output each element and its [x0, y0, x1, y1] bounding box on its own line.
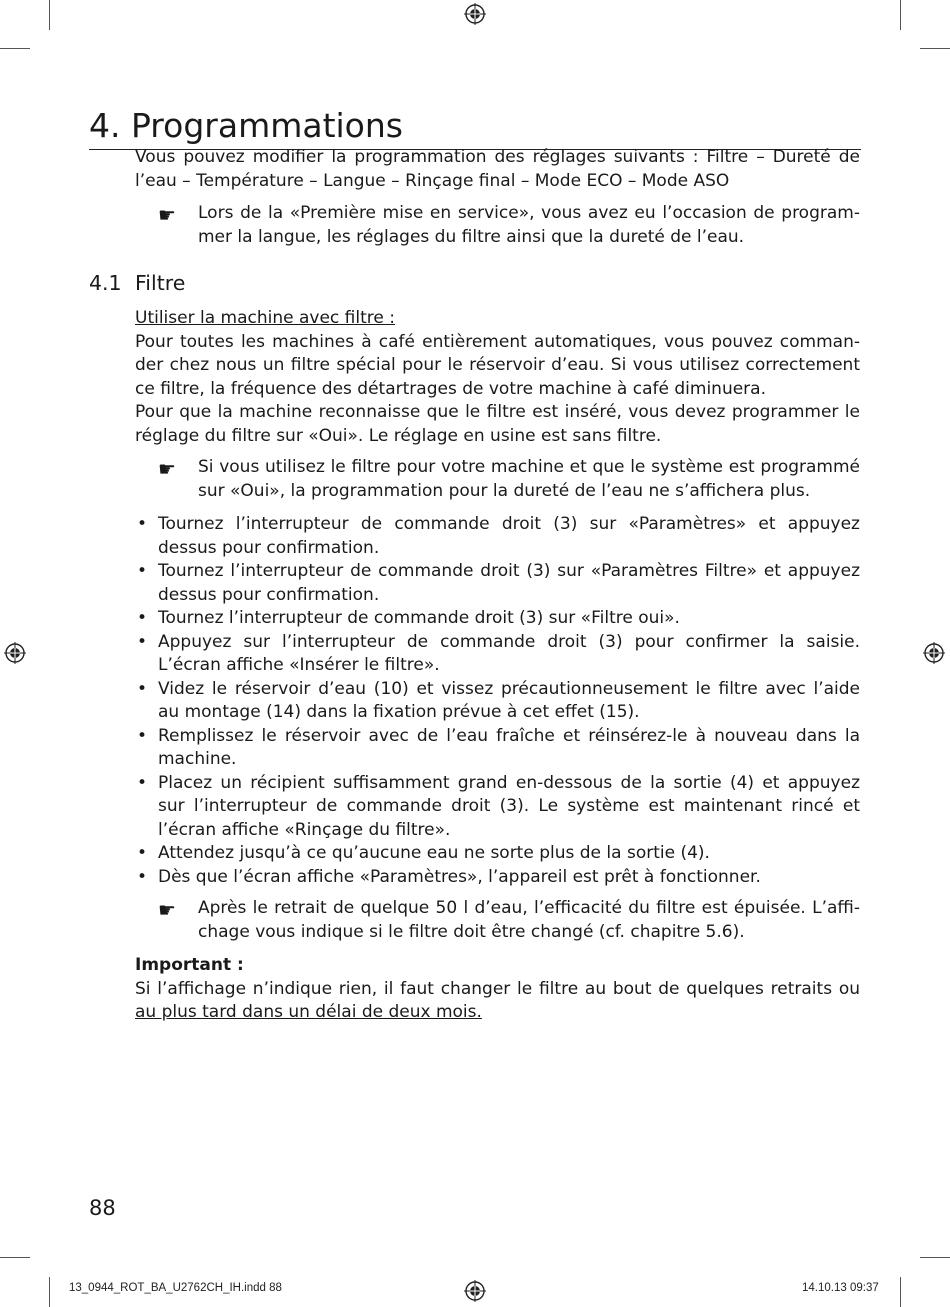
registration-mark-icon: [464, 3, 486, 25]
slug-date: 14.10.13 09:37: [802, 1282, 879, 1294]
chapter-title: 4. Programmations: [89, 105, 861, 150]
important-label: Important :: [135, 955, 244, 975]
crop-mark-top-left-v: [49, 0, 50, 30]
list-item: • Attendez jusqu’à ce qu’aucune eau ne sorte plus de la sortie (4).: [135, 842, 860, 866]
slug-file: 13_0944_ROT_BA_U2762CH_IH.indd 88: [69, 1282, 282, 1294]
important-body: Si l’affichage n’indique rien, il faut changer le filtre au bout de quelques retraits ou: [135, 978, 860, 999]
important-block: [135, 954, 860, 1025]
crop-mark-top-right-h: [920, 48, 950, 49]
section-subheading: Utiliser la machine avec filtre :: [135, 308, 395, 328]
pointing-hand-icon: ☛: [158, 203, 176, 227]
section-paragraph-2: Pour que la machine reconnaisse que le filtre est inséré, vous devez programmer le réglage du filtre sur «Oui». Le réglage en usine est sans filtre.: [135, 402, 860, 446]
important-text: [135, 978, 860, 1025]
list-item: • Tournez l’interrupteur de commande droit (3) sur «Filtre oui».: [135, 607, 860, 631]
intro-note-text: Lors de la «Première mise en service», vous avez eu l’occasion de programmer la langue, les réglages du filtre ainsi que la dureté de l’eau.: [198, 203, 860, 247]
filter-note-2: [158, 897, 860, 944]
pointing-hand-icon: ☛: [158, 898, 176, 922]
registration-mark-icon: [4, 642, 26, 664]
list-item: • Placez un récipient suffisamment grand en-dessous de la sortie (4) et appuyez sur l’interrupteur de commande droit (3). Le système est maintenant rincé et l’écran affiche «Rinçage du filtre».: [135, 772, 860, 843]
section-heading: [89, 270, 185, 296]
list-item: • Tournez l’interrupteur de commande droit (3) sur «Paramètres» et appuyez dessus pour confirmation.: [135, 513, 860, 560]
page-number: 88: [89, 1196, 116, 1220]
steps-list: [135, 513, 860, 889]
section-intro: [135, 307, 860, 448]
list-item: • Remplissez le réservoir avec de l’eau fraîche et réinsérez-le à nouveau dans la machine.: [135, 725, 860, 772]
list-item: • Appuyez sur l’interrupteur de commande droit (3) pour confirmer la saisie. L’écran affiche «Insérer le filtre».: [135, 631, 860, 678]
crop-mark-bottom-left-h: [0, 1257, 30, 1258]
crop-mark-bottom-right-v: [900, 1277, 901, 1307]
registration-mark-icon: [464, 1280, 486, 1302]
intro-note: [158, 202, 860, 249]
list-item: • Videz le réservoir d’eau (10) et vissez précautionneusement le filtre avec l’aide au montage (14) dans la fixation prévue à cet effet (15).: [135, 678, 860, 725]
list-item: • Dès que l’écran affiche «Paramètres», l’appareil est prêt à fonctionner.: [135, 866, 860, 890]
section-number: 4.1: [89, 271, 122, 295]
crop-mark-bottom-right-h: [920, 1257, 950, 1258]
filter-note-1-text: Si vous utilisez le filtre pour votre machine et que le système est programmé sur «Oui», la programmation pour la dureté de l’eau ne s’affichera plus.: [198, 457, 860, 501]
list-item: • Tournez l’interrupteur de commande droit (3) sur «Paramètres Filtre» et appuyez dessus pour confirmation.: [135, 560, 860, 607]
crop-mark-top-left-h: [0, 48, 30, 49]
intro-paragraph: Vous pouvez modifier la programmation des réglages suivants : Filtre – Dureté de l’eau – Température – Langue – Rinçage final – Mode ECO – Mode ASO: [135, 147, 860, 191]
filter-note-2-text: Après le retrait de quelque 50 l d’eau, l’efficacité du filtre est épuisée. L’affichage vous indique si le filtre doit être changé (cf. chapitre 5.6).: [198, 898, 860, 942]
filter-note-1: [158, 456, 860, 503]
crop-mark-bottom-left-v: [49, 1277, 50, 1307]
crop-mark-top-right-v: [900, 0, 901, 30]
pointing-hand-icon: ☛: [158, 457, 176, 481]
registration-mark-icon: [923, 642, 945, 664]
section-title: Filtre: [135, 271, 186, 295]
section-paragraph-1: Pour toutes les machines à café entièrement automatiques, vous pouvez commander chez nous un filtre spécial pour le réservoir d’eau. Si vous utilisez correctement ce filtre, la fréquence des détartrages de votre machine à café diminuera.: [135, 331, 860, 399]
important-underlined: au plus tard dans un délai de deux mois.: [135, 1002, 482, 1022]
